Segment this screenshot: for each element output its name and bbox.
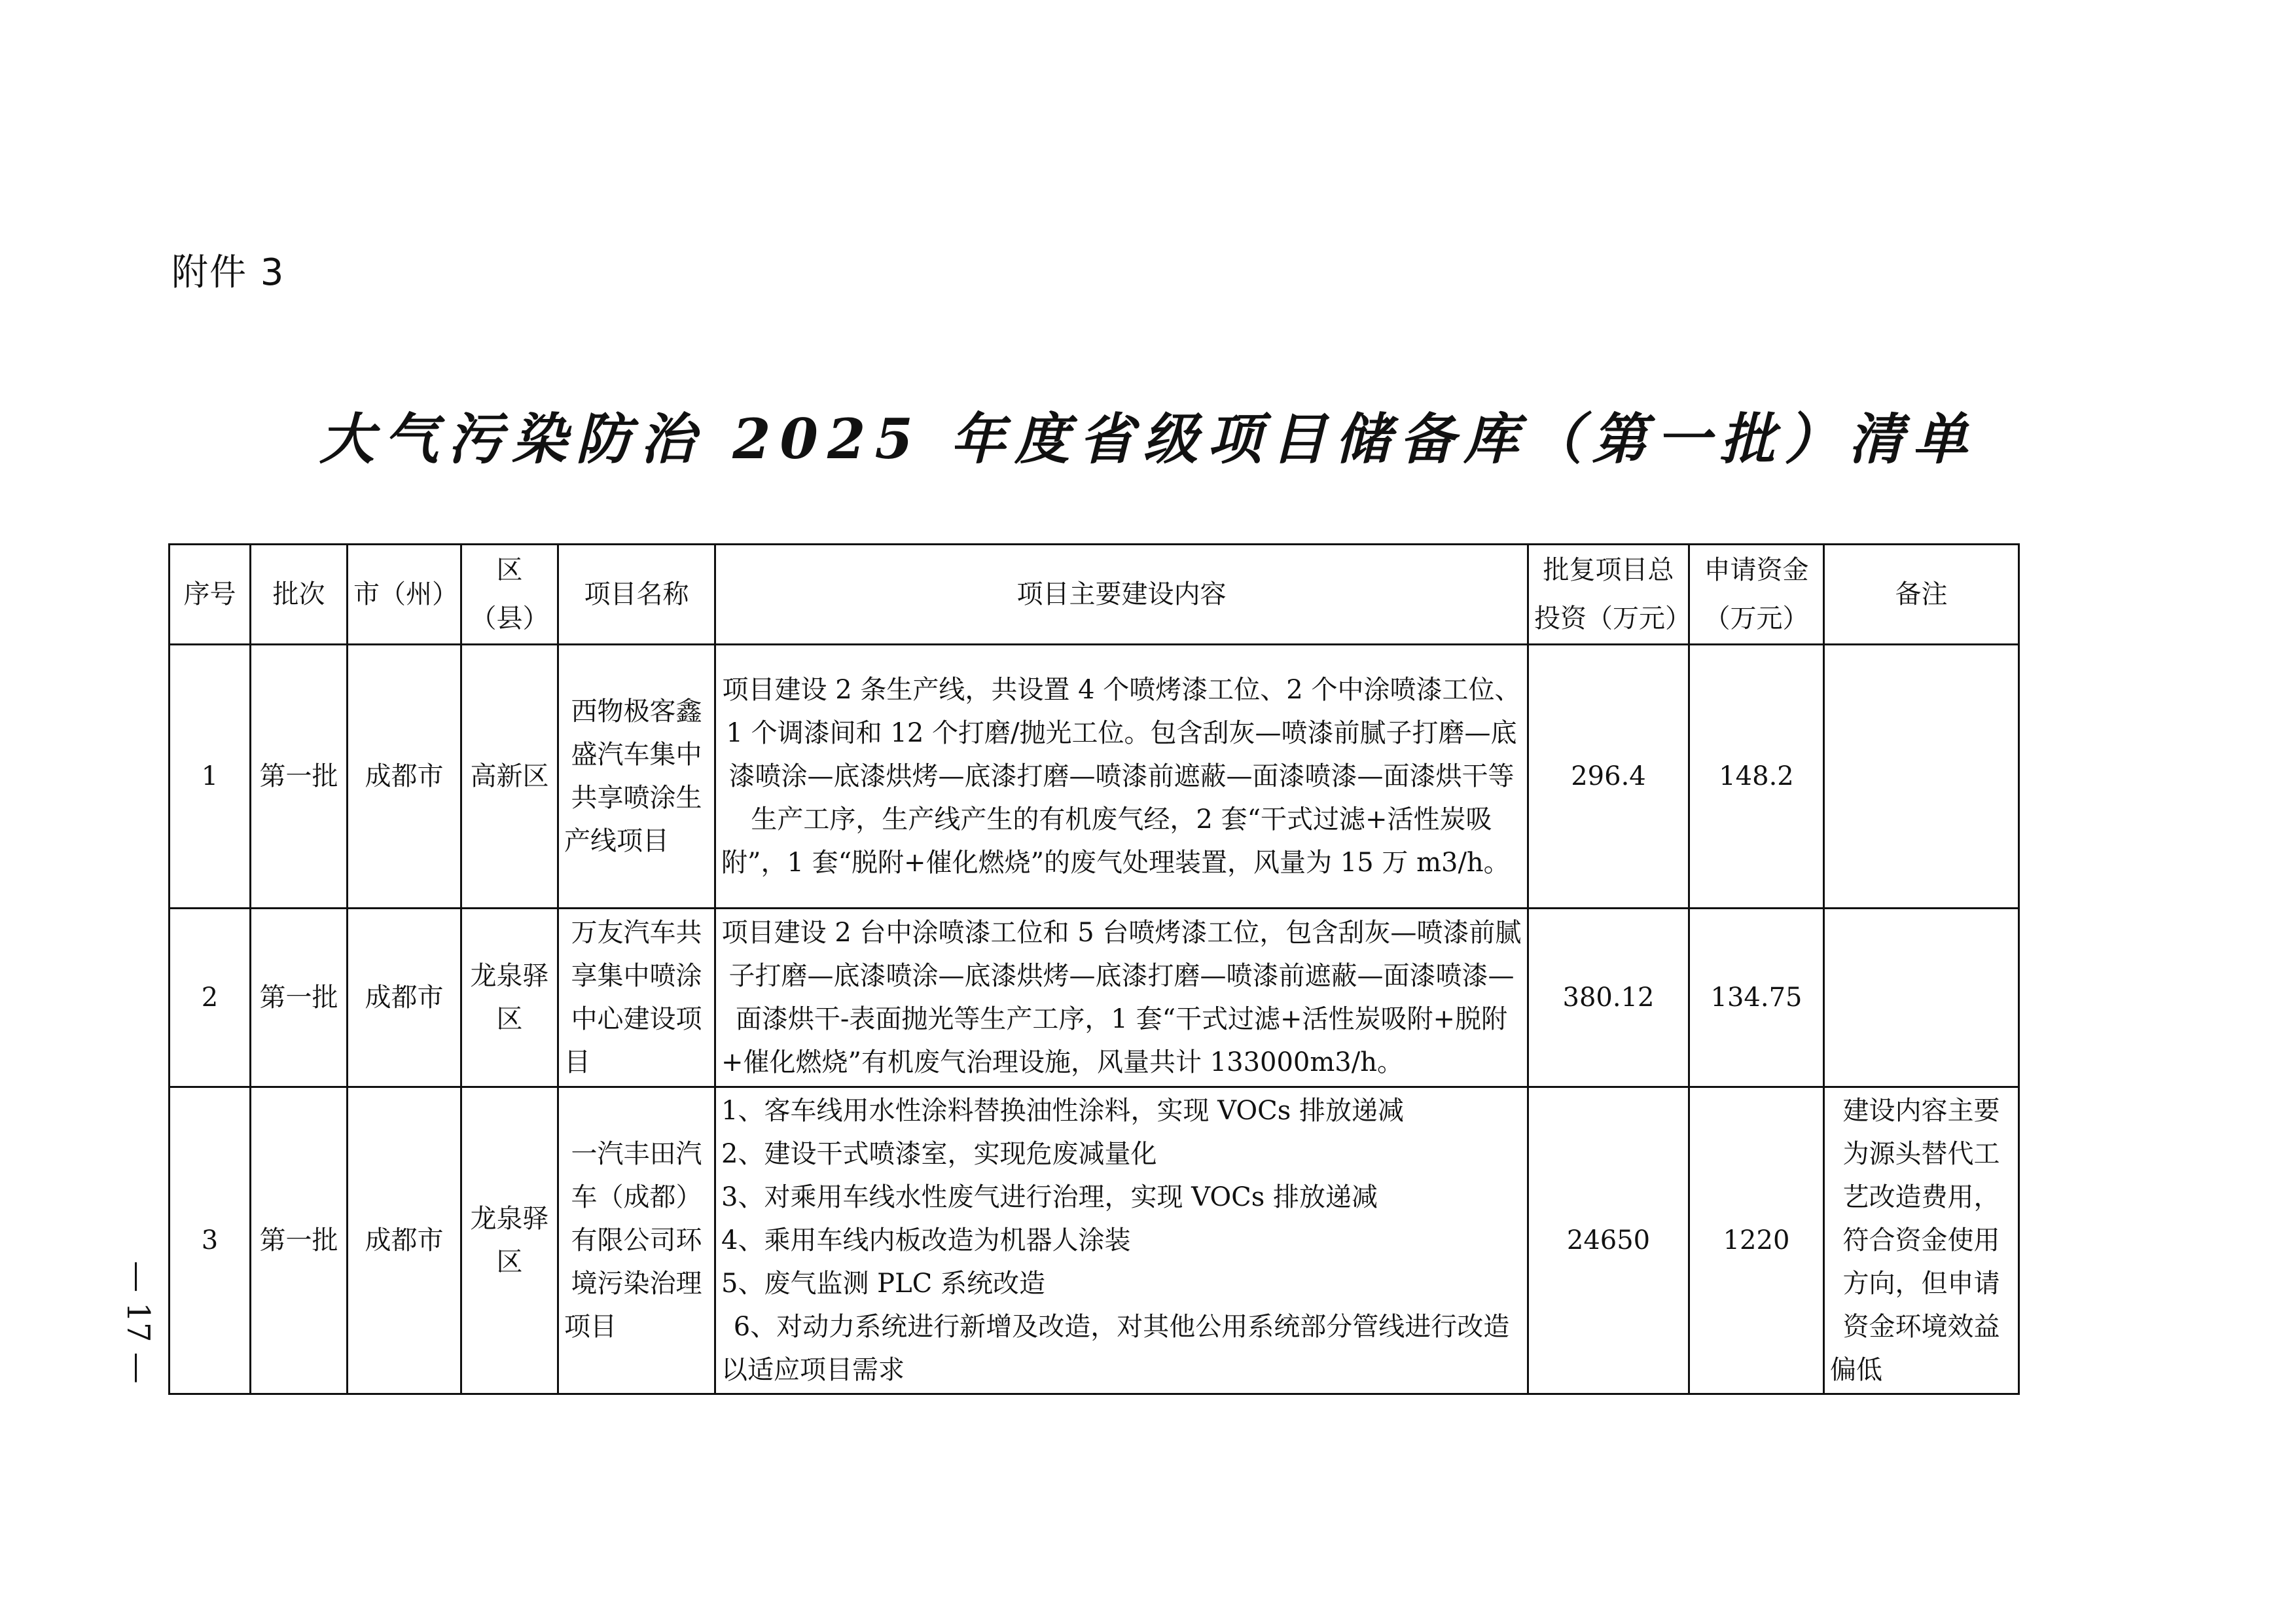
header-funding: 申请资金（万元） <box>1689 545 1824 645</box>
cell-funding: 134.75 <box>1689 909 1824 1087</box>
attachment-label: 附件 3 <box>171 251 285 294</box>
content-line: 项目建设 2 台中涂喷漆工位和 5 台喷烤漆工位，包含刮灰—喷漆前腻子打磨—底漆喷涂—底漆烘烤—底漆打磨—喷漆前遮蔽—面漆喷漆—面漆烘干-表面抛光等生产工序，1 套“干式过滤+活性炭吸附+脱附+催化燃烧”有机废气治理设施，风量共计 133000m3/h。 <box>721 918 1522 1077</box>
content-line: 4、乘用车线内板改造为机器人涂装 <box>721 1225 1131 1255</box>
content-line: 1、客车线用水性涂料替换油性涂料，实现 VOCs 排放递减 <box>721 1096 1404 1126</box>
cell-index: 3 <box>170 1087 251 1394</box>
cell-index: 2 <box>170 909 251 1087</box>
cell-remark: 建设内容主要为源头替代工艺改造费用，符合资金使用方向，但申请资金环境效益偏低 <box>1824 1087 2019 1394</box>
cell-district: 龙泉驿区 <box>461 1087 558 1394</box>
content-line: 6、对动力系统进行新增及改造，对其他公用系统部分管线进行改造以适应项目需求 <box>721 1312 1510 1385</box>
table-row <box>170 909 2019 1087</box>
cell-content <box>715 909 1528 1087</box>
cell-city: 成都市 <box>348 909 461 1087</box>
cell-remark <box>1824 645 2019 909</box>
cell-batch: 第一批 <box>251 645 348 909</box>
cell-project-name: 万友汽车共享集中喷涂中心建设项目 <box>558 909 715 1087</box>
table-row <box>170 1087 2019 1394</box>
table-row <box>170 645 2019 909</box>
cell-funding: 148.2 <box>1689 645 1824 909</box>
cell-content <box>715 645 1528 909</box>
header-district: 区（县） <box>461 545 558 645</box>
cell-district: 龙泉驿区 <box>461 909 558 1087</box>
cell-investment: 380.12 <box>1528 909 1689 1087</box>
header-index: 序号 <box>170 545 251 645</box>
header-batch: 批次 <box>251 545 348 645</box>
content-line: 项目建设 2 条生产线，共设置 4 个喷烤漆工位、2 个中涂喷漆工位、1 个调漆间和 12 个打磨/抛光工位。包含刮灰—喷漆前腻子打磨—底漆喷涂—底漆烘烤—底漆打磨—喷漆前遮蔽—面漆喷漆—面漆烘干等生产工序，生产线产生的有机废气经，2 套“干式过滤+活性炭吸附”，1 套“脱附+催化燃烧”的废气处理装置，风量为 15 万 m3/h。 <box>721 675 1521 878</box>
header-content: 项目主要建设内容 <box>715 545 1528 645</box>
cell-funding: 1220 <box>1689 1087 1824 1394</box>
content-line: 5、废气监测 PLC 系统改造 <box>721 1269 1045 1299</box>
page-number-text: — 17 — <box>120 1261 156 1384</box>
header-investment: 批复项目总投资（万元） <box>1528 545 1689 645</box>
cell-batch: 第一批 <box>251 909 348 1087</box>
header-remark: 备注 <box>1824 545 2019 645</box>
header-project-name: 项目名称 <box>558 545 715 645</box>
document-title: 大气污染防治 2025 年度省级项目储备库（第一批）清单 <box>319 406 1977 471</box>
cell-city: 成都市 <box>348 1087 461 1394</box>
cell-remark <box>1824 909 2019 1087</box>
header-city: 市（州） <box>348 545 461 645</box>
cell-city: 成都市 <box>348 645 461 909</box>
cell-batch: 第一批 <box>251 1087 348 1394</box>
content-line: 3、对乘用车线水性废气进行治理，实现 VOCs 排放递减 <box>721 1182 1378 1212</box>
content-line: 2、建设干式喷漆室，实现危废减量化 <box>721 1139 1157 1169</box>
table-header-row <box>170 545 2019 645</box>
cell-content <box>715 1087 1528 1394</box>
cell-investment: 296.4 <box>1528 645 1689 909</box>
page-number <box>115 1237 161 1407</box>
project-list-table <box>168 543 2020 1395</box>
cell-index: 1 <box>170 645 251 909</box>
cell-investment: 24650 <box>1528 1087 1689 1394</box>
cell-project-name: 西物极客鑫盛汽车集中共享喷涂生产线项目 <box>558 645 715 909</box>
cell-project-name: 一汽丰田汽车（成都）有限公司环境污染治理项目 <box>558 1087 715 1394</box>
cell-district: 高新区 <box>461 645 558 909</box>
